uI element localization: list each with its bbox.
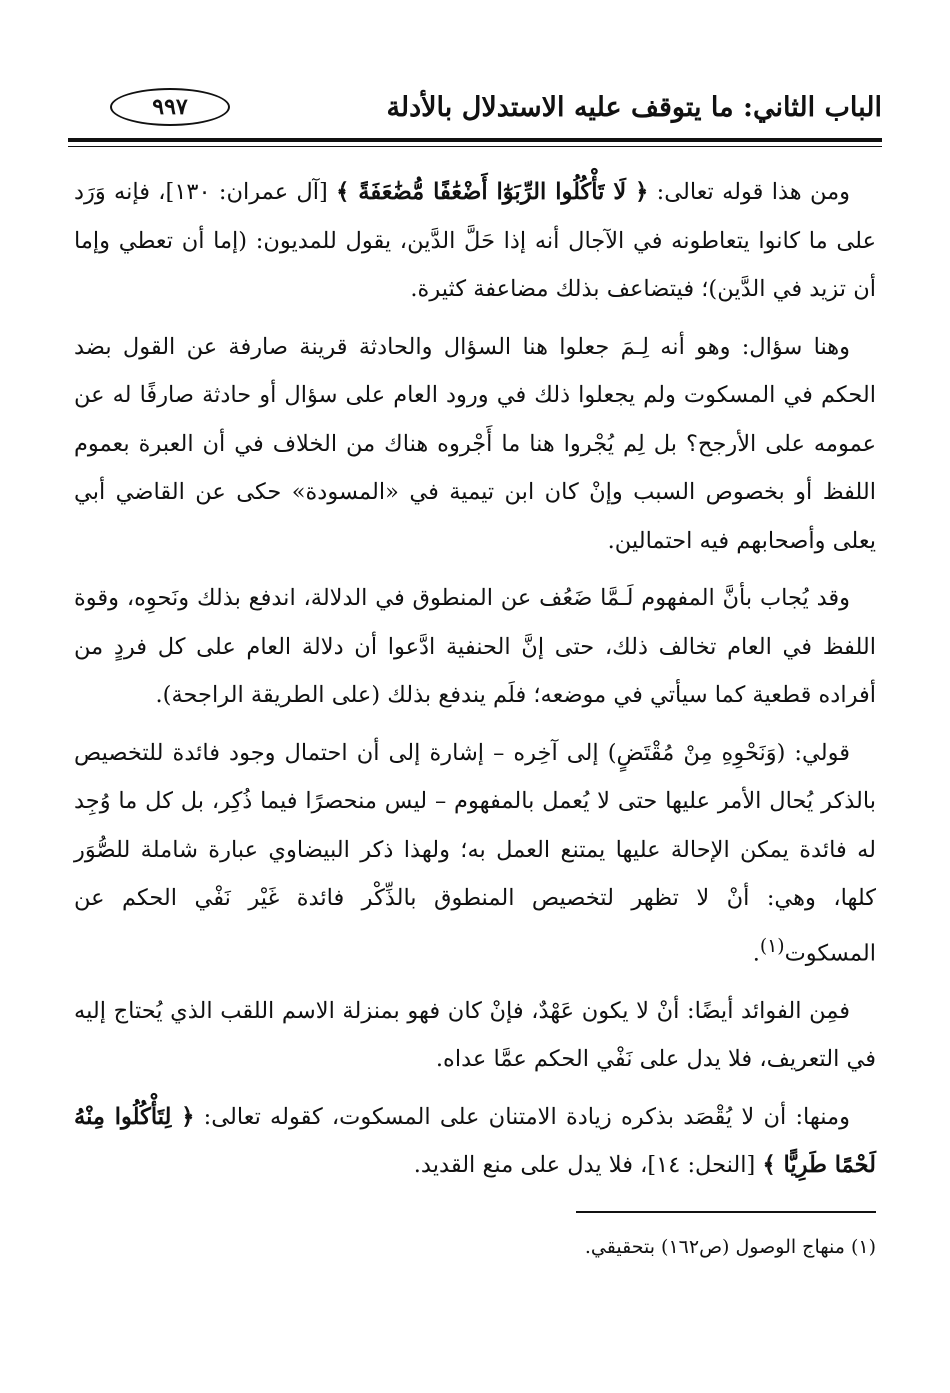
paragraph-text: قولي: (وَنَحْوِهِ مِنْ مُقْتَضٍ) إلى آخِره – إشارة إلى أن احتمال وجود فائدة للتخصيص بالذكر يُحال الأمر عليها حتى لا يُعمل بالمفهوم – ليس منحصرًا فيما ذُكِر، بل كل ما وُجِد له فائدة يمكن الإحالة عليها يمتنع العمل به؛ ولهذا ذكر البيضاوي عبارة شاملة للصُّوَر كلها، وهي: أنْ لا تظهر لتخصيص المنطوق بالذِّكْر فائدة غَيْر نَفْي الحكم عن المسكوت: [74, 739, 876, 966]
footnote-reference[interactable]: (١): [759, 935, 785, 957]
paragraph: [74, 574, 876, 720]
page-number-badge: ٩٩٧: [110, 88, 230, 126]
paragraph-text: ومن هذا قوله تعالى:: [648, 179, 850, 205]
paragraph: قولي: (وَنَحْوِهِ مِنْ مُقْتَضٍ) إلى آخِره – إشارة إلى أن احتمال وجود فائدة للتخصيص بالذكر يُحال الأمر عليها حتى لا يُعمل بالمفهوم – ليس منحصرًا فيما ذُكِر، بل كل ما وُجِد له فائدة يمكن الإحالة عليها يمتنع العمل به؛ ولهذا ذكر البيضاوي عبارة شاملة للصُّوَر كلها، وهي: أنْ لا تظهر لتخصيص المنطوق بالذِّكْر فائدة غَيْر نَفْي الحكم عن المسكوت$^{(١)}$.: [74, 739, 876, 966]
paragraph-text: فمِن الفوائد أيضًا: أنْ لا يكون عَهْدٌ، فإنْ كان فهو بمنزلة الاسم اللقب الذي يُحتاج إليه في التعريف، فلا يدل على نَفْي الحكم عمَّا عداه.: [74, 997, 876, 1072]
running-header: [68, 88, 882, 134]
footnote: (١) منهاج الوصول (ص١٦٢) بتحقيقي.: [584, 1236, 876, 1258]
chapter-title: الباب الثاني: ما يتوقف عليه الاستدلال بالأدلة: [386, 92, 882, 123]
paragraph-text: [النحل: ١٤]، فلا يدل على منع القديد.: [413, 1152, 763, 1178]
paragraph-text: وهنا سؤال: وهو أنه لِـمَ جعلوا هنا السؤال والحادثة قرينة صارفة عن القول بضد الحكم في المسكوت ولم يجعلوا ذلك في ورود العام على سؤال أو حادثة صارفًا له عن عمومه على الأرجح؟ بل لِم يُجْروا هنا ما أَجْروه هناك من الخلاف في أن العبرة بعموم اللفظ أو بخصوص السبب وإنْ كان ابن تيمية في «المسودة» حكى عن القاضي أبي يعلى وأصحابهم فيه احتمالين.: [74, 333, 876, 554]
paragraph: [74, 987, 876, 1084]
paragraph-text: وقد يُجاب بأنَّ المفهوم لَـمَّا ضَعُف عن المنطوق في الدلالة، اندفع بذلك ونَحوِه، وقوة اللفظ في العام تخالف ذلك، حتى إنَّ الحنفية ادَّعوا أن دلالة العام على كل فردٍ من أفراده قطعية كما سيأتي في موضعه؛ فلَم يندفع بذلك (على الطريقة الراجحة).: [74, 585, 876, 708]
paragraph-text: ومنها: أن لا يُقْصَد بذكره زيادة الامتنان على المسكوت، كقوله تعالى:: [194, 1103, 850, 1130]
paragraph: [74, 168, 876, 314]
paragraph: [74, 1093, 876, 1190]
quran-verse: ﴿ لَا تَأْكُلُوا الرِّبَوٰٓا أَضْعَٰفًا مُّضَٰعَفَةً ﴾: [336, 179, 649, 205]
paragraph: [74, 323, 876, 566]
header-rule-thick: [68, 138, 882, 142]
header-rule-thin: [68, 146, 882, 147]
footnote-separator: [576, 1211, 876, 1213]
quran-verse: ﴿ لِتَأْكُلُوا مِنْهُ لَحْمًا طَرِيًّا ﴾: [74, 1103, 876, 1178]
paragraph-text: [آل عمران: ١٣٠]، فإنه وَرَد على ما كانوا يتعاطونه في الآجال أنه إذا حَلَّ الدَّين، يقول للمديون: (إما أن تعطي وإما أن تزيد في الدَّين)؛ فيتضاعف بذلك مضاعفة كثيرة.: [74, 179, 876, 302]
main-text: [74, 168, 876, 1199]
